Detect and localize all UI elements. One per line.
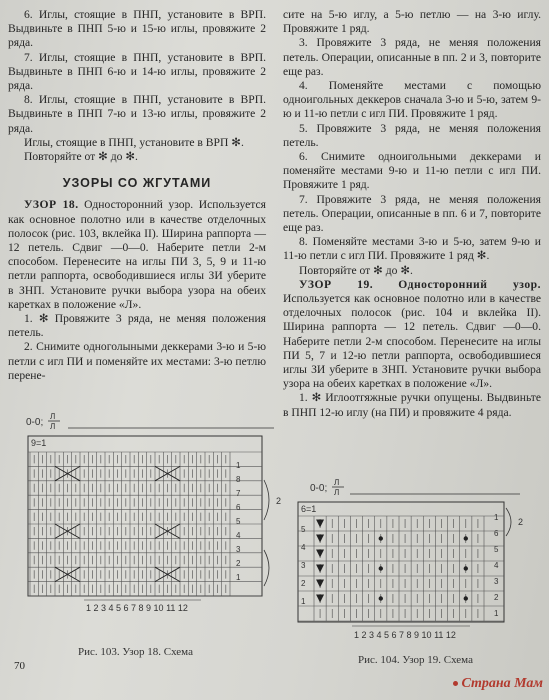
svg-text:2: 2 — [494, 593, 499, 602]
svg-text:6: 6 — [236, 503, 241, 512]
watermark-text: Страна Мам — [461, 676, 543, 691]
r-step-6: 6. Снимите одноигольными деккерами и поменяйте местами 9-ю и 11-ю петли с игл ПИ. Провяжите 1 ряд. — [283, 150, 541, 192]
pattern18-text: Односторонний узор. Используется как основное полотно или в качестве отделочных полосок (рис. 103, вклейка II). Ширина раппорта — 12 петель. Сдвиг —0—0. Наберите петли 2-м способом. Перенесите на иглы ПИ 3, 5, 9 и 11-ю петли раппорта, освободившиеся иглы ЗИ уберите в ЗНП. Установите ручки выбора узора на обеих каретках в положение «Л». — [8, 198, 266, 311]
fig104-left-marks — [301, 525, 306, 606]
repeat-note: Повторяйте от ✻ до ✻. — [24, 150, 138, 164]
fig104-right-marks — [494, 513, 499, 618]
step-7: 7. Иглы, стоящие в ПНП, установите в ВРП. Выдвиньте в ПНП 6-ю и 14-ю иглы, провяжите 2 ряда. — [8, 50, 266, 93]
fig104-shift: 0-0; — [310, 483, 328, 494]
fig104-grid — [298, 502, 504, 622]
pattern19-title: УЗОР 19. — [299, 277, 374, 291]
svg-text:4: 4 — [494, 561, 499, 570]
fig103-rows-label: 9=1 — [31, 438, 47, 448]
r-step-8: 8. Поменяйте местами 3-ю и 5-ю, затем 9-ю и 11-ю петли с игл ПИ. Провяжите 1 ряд ✻. — [283, 235, 541, 263]
fig104-frac-den: Л — [334, 488, 340, 497]
right-column — [283, 8, 541, 420]
svg-text:6: 6 — [494, 529, 499, 538]
p18-step-2: 2. Снимите одноголыными деккерами 3-ю и 5-ю петли с игл ПИ и поменяйте их местами: 3-ю петлю перене- — [8, 340, 266, 382]
continuation: сите на 5-ю иглу, а 5-ю петлю — на 3-ю иглу. Провяжите 1 ряд. — [283, 8, 541, 36]
watermark-dot-icon — [453, 681, 458, 686]
svg-text:5: 5 — [301, 525, 306, 534]
step-final: Иглы, стоящие в ПНП, установите в ВРП ✻. — [24, 135, 244, 149]
figure-104-schema — [292, 478, 532, 653]
svg-text:5: 5 — [236, 517, 241, 526]
p18-step-1: 1. ✻ Провяжите 3 ряда, не меняя положения петель. — [8, 312, 266, 340]
r-step-5: 5. Провяжите 3 ряда, не меняя положения петель. — [283, 121, 541, 149]
pattern18-title: УЗОР 18. — [24, 198, 79, 212]
svg-text:2: 2 — [301, 579, 306, 588]
svg-text:3: 3 — [236, 545, 241, 554]
svg-text:1: 1 — [494, 513, 499, 522]
svg-text:1: 1 — [236, 461, 241, 470]
fig103-rep-label: 2 — [276, 496, 282, 506]
fig103-frac-num: Л — [50, 412, 56, 421]
p19-step-1: 1. ✻ Иглоотгяжные ручки опущены. Выдвиньте в ПНП 12-ю иглу (на ПИ) и провяжите 4 ряда. — [283, 391, 541, 419]
r-step-7: 7. Провяжите 3 ряда, не меняя положения петель. Операции, описанные в пп. 6 и 7, повторите еще раз. — [283, 192, 541, 235]
pattern19-intro — [283, 278, 541, 392]
fig103-frac-den: Л — [50, 422, 56, 431]
step-8: 8. Иглы, стоящие в ПНП, установите в ВРП. Выдвиньте в ПНП 7-ю и 13-ю иглы, провяжите 2 ряда. — [8, 93, 266, 135]
fig104-rows-label: 6=1 — [301, 504, 317, 514]
step-6: 6. Иглы, стоящие в ПНП, установите в ВРП. Выдвиньте в ПНП 5-ю и 15-ю иглы, провяжите 2 ряда. — [8, 8, 266, 50]
watermark-logo — [453, 676, 543, 692]
svg-text:3: 3 — [494, 577, 499, 586]
fig103-needles: 1 2 3 4 5 6 7 8 9 10 11 12 — [86, 603, 188, 613]
r-repeat-note: Повторяйте от ✻ до ✻. — [299, 263, 413, 277]
r-step-4: 4. Поменяйте местами с помощью одноигольных деккеров сначала 3-ю и 5-ю, затем 9-ю и 11-ю петли с игл ПИ. Провяжите 1 ряд. — [283, 79, 541, 121]
fig104-rep-label: 2 — [518, 517, 524, 527]
section-heading: УЗОРЫ СО ЖГУТАМИ — [62, 176, 212, 191]
fig103-grid — [28, 436, 262, 596]
svg-text:2: 2 — [236, 559, 241, 568]
svg-text:8: 8 — [236, 475, 241, 484]
pattern19-title2: Односторонний узор. — [398, 277, 541, 291]
fig104-needles: 1 2 3 4 5 6 7 8 9 10 11 12 — [354, 630, 456, 640]
svg-text:1: 1 — [494, 609, 499, 618]
svg-text:7: 7 — [236, 489, 241, 498]
fig103-right-marks — [236, 461, 241, 582]
figure-103-schema — [6, 410, 296, 625]
svg-text:4: 4 — [236, 531, 241, 540]
page-number: 70 — [14, 660, 25, 672]
svg-text:5: 5 — [494, 545, 499, 554]
fig103-shift: 0-0; — [26, 417, 44, 428]
r-step-3: 3. Провяжите 3 ряда, не меняя положения петель. Операции, описанные в пп. 2 и 3, повторите еще раз. — [283, 36, 541, 78]
pattern18-intro — [8, 198, 266, 312]
svg-text:1: 1 — [236, 573, 241, 582]
left-column — [8, 8, 266, 383]
svg-text:1: 1 — [301, 597, 306, 606]
figure-103-caption: Рис. 103. Узор 18. Схема — [78, 646, 193, 658]
svg-text:4: 4 — [301, 543, 306, 552]
figure-104-caption: Рис. 104. Узор 19. Схема — [358, 654, 473, 666]
fig104-frac-num: Л — [334, 478, 340, 487]
pattern19-text: Используется как основное полотно или в качестве отделочных полосок (рис. 104 и вклейка II). Ширина раппорта — 12 петель. Сдвиг —0—0. Наберите петли 2-м способом. Перенесите на иглы ПИ 5, 7 и 12-ю петли раппорта, освободившиеся иглы ЗИ уберите в ЗНП. Установите ручки выбора узора на обеих каретках в положение «Л». — [283, 292, 541, 391]
svg-text:3: 3 — [301, 561, 306, 570]
